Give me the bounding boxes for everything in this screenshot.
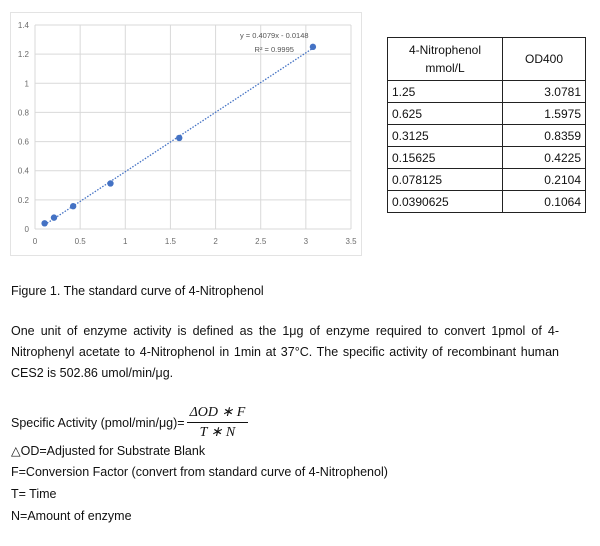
data-point — [70, 203, 76, 209]
data-point — [51, 214, 57, 220]
header-concentration-line2: mmol/L — [425, 61, 465, 75]
header-concentration-line1: 4-Nitrophenol — [408, 43, 482, 57]
cell-concentration: 0.15625 — [388, 147, 503, 169]
trendline-equation: y = 0.4079x - 0.0148 — [239, 31, 309, 41]
table-header-row — [388, 38, 586, 81]
cell-concentration: 0.625 — [388, 103, 503, 125]
cell-od: 0.4225 — [503, 147, 586, 169]
table-row — [388, 169, 586, 191]
y-tick-label: 1.2 — [17, 50, 29, 60]
definition-time: T= Time — [11, 487, 57, 501]
x-tick-label: 2.5 — [255, 237, 267, 246]
y-tick-label: 0.4 — [17, 166, 29, 176]
formula-denominator: T ∗ N — [199, 425, 236, 440]
data-point — [41, 220, 47, 226]
table-row — [388, 81, 586, 103]
cell-concentration: 0.3125 — [388, 125, 503, 147]
definition-delta-od: △OD=Adjusted for Substrate Blank — [11, 444, 206, 458]
figure-caption: Figure 1. The standard curve of 4-Nitrophenol — [11, 284, 264, 298]
data-point — [176, 135, 182, 141]
cell-od: 0.1064 — [503, 191, 586, 213]
x-tick-label: 0.5 — [74, 237, 86, 246]
table-row — [388, 191, 586, 213]
enzyme-activity-paragraph: One unit of enzyme activity is defined as the 1μg of enzyme required to convert 1pmol of 4-Nitrophenyl acetate to 4-Nitrophenol in 1min at 37°C. The specific activity of recombinant human CES2 is 502.86 umol/min/μg. — [11, 324, 559, 380]
cell-concentration: 0.0390625 — [388, 191, 503, 213]
cell-od: 0.2104 — [503, 169, 586, 191]
x-tick-label: 3.5 — [345, 237, 357, 246]
y-tick-label: 0 — [24, 225, 29, 234]
formula-fraction — [187, 404, 249, 441]
table-row — [388, 125, 586, 147]
data-point — [107, 180, 113, 186]
y-tick-label: 1 — [24, 79, 29, 89]
x-tick-label: 2 — [213, 237, 218, 246]
header-concentration — [388, 38, 503, 81]
y-tick-label: 0.2 — [17, 195, 29, 205]
standard-curve-chart — [10, 12, 362, 256]
chart-plot — [11, 13, 361, 255]
cell-od: 3.0781 — [503, 81, 586, 103]
cell-concentration: 1.25 — [388, 81, 503, 103]
formula-label: Specific Activity (pmol/min/μg)= — [11, 415, 185, 430]
trendline-r2: R² = 0.9995 — [254, 44, 294, 54]
formula-numerator: ΔOD ∗ F — [187, 404, 249, 423]
definition-enzyme-amount: N=Amount of enzyme — [11, 509, 132, 523]
x-tick-label: 3 — [303, 237, 309, 246]
standard-data-table — [387, 37, 586, 213]
cell-od: 0.8359 — [503, 125, 586, 147]
x-tick-label: 0 — [32, 237, 38, 246]
cell-concentration: 0.078125 — [388, 169, 503, 191]
header-od400: OD400 — [503, 38, 586, 81]
table-row — [388, 147, 586, 169]
cell-od: 1.5975 — [503, 103, 586, 125]
specific-activity-formula — [11, 404, 248, 441]
y-tick-label: 0.6 — [17, 137, 29, 147]
x-tick-label: 1 — [123, 237, 128, 246]
x-tick-label: 1.5 — [164, 237, 176, 246]
table-row — [388, 103, 586, 125]
y-tick-label: 1.4 — [17, 21, 29, 30]
data-point — [310, 44, 316, 50]
y-tick-label: 0.8 — [17, 108, 29, 118]
definition-conversion-factor: F=Conversion Factor (convert from standard curve of 4-Nitrophenol) — [11, 465, 388, 479]
